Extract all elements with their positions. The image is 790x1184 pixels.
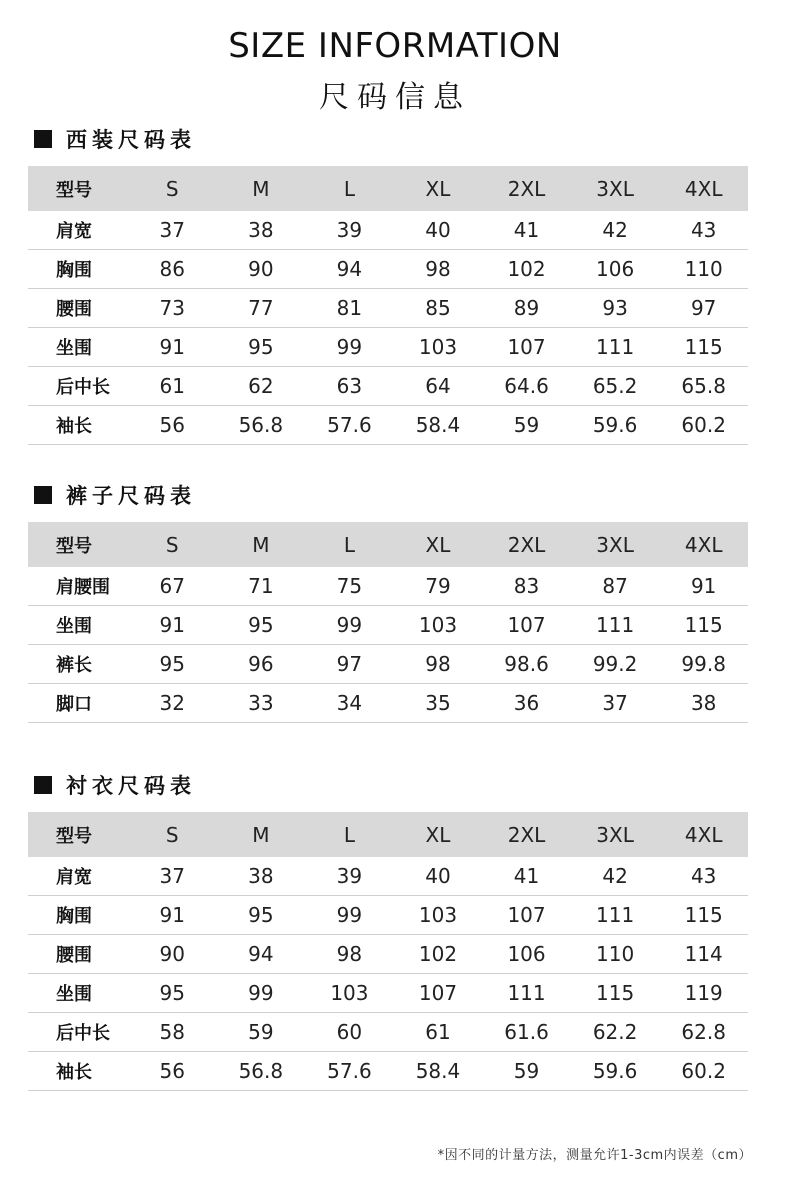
- square-bullet-icon: [34, 776, 52, 794]
- measurement-value: 115: [659, 328, 748, 367]
- section-heading: [34, 480, 196, 510]
- measurement-value: 58.4: [394, 1052, 483, 1091]
- measurement-value: 91: [128, 896, 217, 935]
- size-header: XL: [425, 532, 451, 557]
- size-header: 2XL: [507, 176, 546, 201]
- measurement-value: 91: [128, 606, 217, 645]
- measurement-value: 37: [128, 857, 217, 896]
- measurement-label: 坐围: [28, 974, 128, 1013]
- measurement-value: 106: [571, 250, 660, 289]
- measurement-value: 38: [217, 211, 306, 250]
- measurement-value: 115: [571, 974, 660, 1013]
- measurement-value: 90: [217, 250, 306, 289]
- header-label: 型号: [56, 825, 92, 847]
- measurement-value: 64.6: [482, 367, 571, 406]
- measurement-value: 95: [217, 606, 306, 645]
- measurement-value: 98.6: [482, 645, 571, 684]
- measurement-value: 42: [571, 857, 660, 896]
- measurement-value: 103: [394, 606, 483, 645]
- section-title: 衬衣尺码表: [66, 774, 196, 798]
- measurement-value: 35: [394, 684, 483, 723]
- table-row: [28, 606, 748, 645]
- section-title: 裤子尺码表: [66, 484, 196, 508]
- measurement-value: 32: [128, 684, 217, 723]
- measurement-value: 62.2: [571, 1013, 660, 1052]
- measurement-value: 99: [305, 896, 394, 935]
- table-row: [28, 367, 748, 406]
- page-title-en: SIZE INFORMATION: [228, 26, 562, 66]
- measurement-value: 56: [128, 406, 217, 445]
- measurement-value: 99: [305, 606, 394, 645]
- measurement-value: 94: [305, 250, 394, 289]
- measurement-value: 87: [571, 567, 660, 606]
- measurement-value: 95: [128, 974, 217, 1013]
- measurement-label: 坐围: [28, 328, 128, 367]
- measurement-value: 39: [305, 857, 394, 896]
- size-header: L: [343, 176, 355, 201]
- measurement-value: 106: [482, 935, 571, 974]
- square-bullet-icon: [34, 130, 52, 148]
- measurement-value: 62.8: [659, 1013, 748, 1052]
- measurement-value: 58.4: [394, 406, 483, 445]
- measurement-value: 61.6: [482, 1013, 571, 1052]
- measurement-value: 60: [305, 1013, 394, 1052]
- measurement-value: 62: [217, 367, 306, 406]
- table-row: [28, 857, 748, 896]
- measurement-value: 107: [394, 974, 483, 1013]
- measurement-value: 97: [659, 289, 748, 328]
- size-header: S: [165, 822, 179, 847]
- measurement-label: 腰围: [28, 935, 128, 974]
- measurement-value: 111: [571, 606, 660, 645]
- measurement-label: 袖长: [28, 1052, 128, 1091]
- measurement-value: 86: [128, 250, 217, 289]
- measurement-value: 63: [305, 367, 394, 406]
- measurement-label: 袖长: [28, 406, 128, 445]
- size-header: L: [343, 532, 355, 557]
- table-row: [28, 684, 748, 723]
- measurement-label: 后中长: [28, 367, 128, 406]
- table-row: [28, 289, 748, 328]
- measurement-value: 83: [482, 567, 571, 606]
- measurement-value: 43: [659, 857, 748, 896]
- measurement-value: 102: [482, 250, 571, 289]
- measurement-value: 99.2: [571, 645, 660, 684]
- measurement-value: 79: [394, 567, 483, 606]
- size-header: M: [252, 822, 270, 847]
- measurement-value: 57.6: [305, 406, 394, 445]
- square-bullet-icon: [34, 486, 52, 504]
- measurement-value: 33: [217, 684, 306, 723]
- measurement-value: 61: [394, 1013, 483, 1052]
- measurement-value: 59: [482, 406, 571, 445]
- measurement-value: 89: [482, 289, 571, 328]
- measurement-value: 111: [571, 896, 660, 935]
- table-row: [28, 567, 748, 606]
- table-row: [28, 1013, 748, 1052]
- measurement-value: 38: [217, 857, 306, 896]
- measurement-value: 43: [659, 211, 748, 250]
- measurement-value: 61: [128, 367, 217, 406]
- table-row: [28, 1052, 748, 1091]
- table-header-row: [28, 812, 748, 857]
- size-header: XL: [425, 822, 451, 847]
- measurement-value: 56.8: [217, 1052, 306, 1091]
- measurement-value: 115: [659, 896, 748, 935]
- table-row: [28, 250, 748, 289]
- table-row: [28, 211, 748, 250]
- table-header-row: [28, 166, 748, 211]
- measurement-value: 99: [305, 328, 394, 367]
- table-row: [28, 974, 748, 1013]
- header-label: 型号: [56, 535, 92, 557]
- measurement-value: 42: [571, 211, 660, 250]
- measurement-value: 95: [128, 645, 217, 684]
- measurement-value: 98: [394, 250, 483, 289]
- size-header: 4XL: [684, 176, 723, 201]
- measurement-value: 56.8: [217, 406, 306, 445]
- measurement-value: 37: [128, 211, 217, 250]
- size-header: 2XL: [507, 532, 546, 557]
- measurement-value: 40: [394, 857, 483, 896]
- measurement-value: 107: [482, 606, 571, 645]
- measurement-value: 91: [128, 328, 217, 367]
- measurement-label: 腰围: [28, 289, 128, 328]
- measurement-value: 39: [305, 211, 394, 250]
- size-header: 3XL: [596, 532, 634, 557]
- measurement-value: 119: [659, 974, 748, 1013]
- measurement-value: 110: [571, 935, 660, 974]
- table-row: [28, 328, 748, 367]
- measurement-label: 后中长: [28, 1013, 128, 1052]
- measurement-value: 96: [217, 645, 306, 684]
- measurement-value: 95: [217, 896, 306, 935]
- size-table: [28, 812, 748, 1091]
- measurement-value: 102: [394, 935, 483, 974]
- measurement-footnote: *因不同的计量方法，测量允许1-3cm内误差（cm）: [437, 1148, 752, 1163]
- measurement-value: 37: [571, 684, 660, 723]
- measurement-value: 111: [571, 328, 660, 367]
- size-header: XL: [425, 176, 451, 201]
- measurement-value: 91: [659, 567, 748, 606]
- measurement-value: 103: [305, 974, 394, 1013]
- size-header: 4XL: [684, 532, 723, 557]
- size-table: [28, 166, 748, 445]
- size-header: 4XL: [684, 822, 723, 847]
- measurement-value: 59.6: [571, 1052, 660, 1091]
- measurement-value: 107: [482, 328, 571, 367]
- measurement-label: 胸围: [28, 896, 128, 935]
- size-header: S: [165, 176, 179, 201]
- measurement-value: 99: [217, 974, 306, 1013]
- measurement-value: 98: [394, 645, 483, 684]
- measurement-value: 34: [305, 684, 394, 723]
- measurement-value: 81: [305, 289, 394, 328]
- measurement-value: 59: [217, 1013, 306, 1052]
- size-header: M: [252, 176, 270, 201]
- measurement-value: 36: [482, 684, 571, 723]
- measurement-label: 坐围: [28, 606, 128, 645]
- measurement-value: 71: [217, 567, 306, 606]
- measurement-value: 65.2: [571, 367, 660, 406]
- measurement-value: 67: [128, 567, 217, 606]
- measurement-value: 41: [482, 857, 571, 896]
- measurement-value: 64: [394, 367, 483, 406]
- measurement-value: 65.8: [659, 367, 748, 406]
- measurement-label: 脚口: [28, 684, 128, 723]
- table-row: [28, 896, 748, 935]
- measurement-value: 110: [659, 250, 748, 289]
- measurement-label: 裤长: [28, 645, 128, 684]
- section-heading: [34, 124, 196, 154]
- size-header: M: [252, 532, 270, 557]
- measurement-value: 94: [217, 935, 306, 974]
- size-header: 3XL: [596, 822, 634, 847]
- header-label: 型号: [56, 179, 92, 201]
- measurement-label: 肩宽: [28, 211, 128, 250]
- measurement-value: 41: [482, 211, 571, 250]
- measurement-value: 59.6: [571, 406, 660, 445]
- measurement-value: 57.6: [305, 1052, 394, 1091]
- measurement-label: 胸围: [28, 250, 128, 289]
- measurement-value: 103: [394, 896, 483, 935]
- table-row: [28, 645, 748, 684]
- measurement-value: 115: [659, 606, 748, 645]
- section-title: 西装尺码表: [66, 128, 196, 152]
- size-table: [28, 522, 748, 723]
- measurement-value: 114: [659, 935, 748, 974]
- measurement-value: 58: [128, 1013, 217, 1052]
- measurement-value: 97: [305, 645, 394, 684]
- size-header: S: [165, 532, 179, 557]
- measurement-value: 99.8: [659, 645, 748, 684]
- page-title-cn: 尺码信息: [319, 80, 471, 115]
- measurement-value: 38: [659, 684, 748, 723]
- measurement-value: 103: [394, 328, 483, 367]
- measurement-label: 肩宽: [28, 857, 128, 896]
- size-header: 2XL: [507, 822, 546, 847]
- measurement-value: 93: [571, 289, 660, 328]
- measurement-value: 95: [217, 328, 306, 367]
- measurement-value: 40: [394, 211, 483, 250]
- table-header-row: [28, 522, 748, 567]
- measurement-value: 90: [128, 935, 217, 974]
- measurement-value: 98: [305, 935, 394, 974]
- measurement-label: 肩腰围: [28, 567, 128, 606]
- measurement-value: 85: [394, 289, 483, 328]
- table-row: [28, 406, 748, 445]
- size-header: L: [343, 822, 355, 847]
- measurement-value: 75: [305, 567, 394, 606]
- measurement-value: 60.2: [659, 1052, 748, 1091]
- section-heading: [34, 770, 196, 800]
- measurement-value: 60.2: [659, 406, 748, 445]
- measurement-value: 107: [482, 896, 571, 935]
- measurement-value: 56: [128, 1052, 217, 1091]
- measurement-value: 77: [217, 289, 306, 328]
- size-header: 3XL: [596, 176, 634, 201]
- table-row: [28, 935, 748, 974]
- measurement-value: 73: [128, 289, 217, 328]
- measurement-value: 111: [482, 974, 571, 1013]
- measurement-value: 59: [482, 1052, 571, 1091]
